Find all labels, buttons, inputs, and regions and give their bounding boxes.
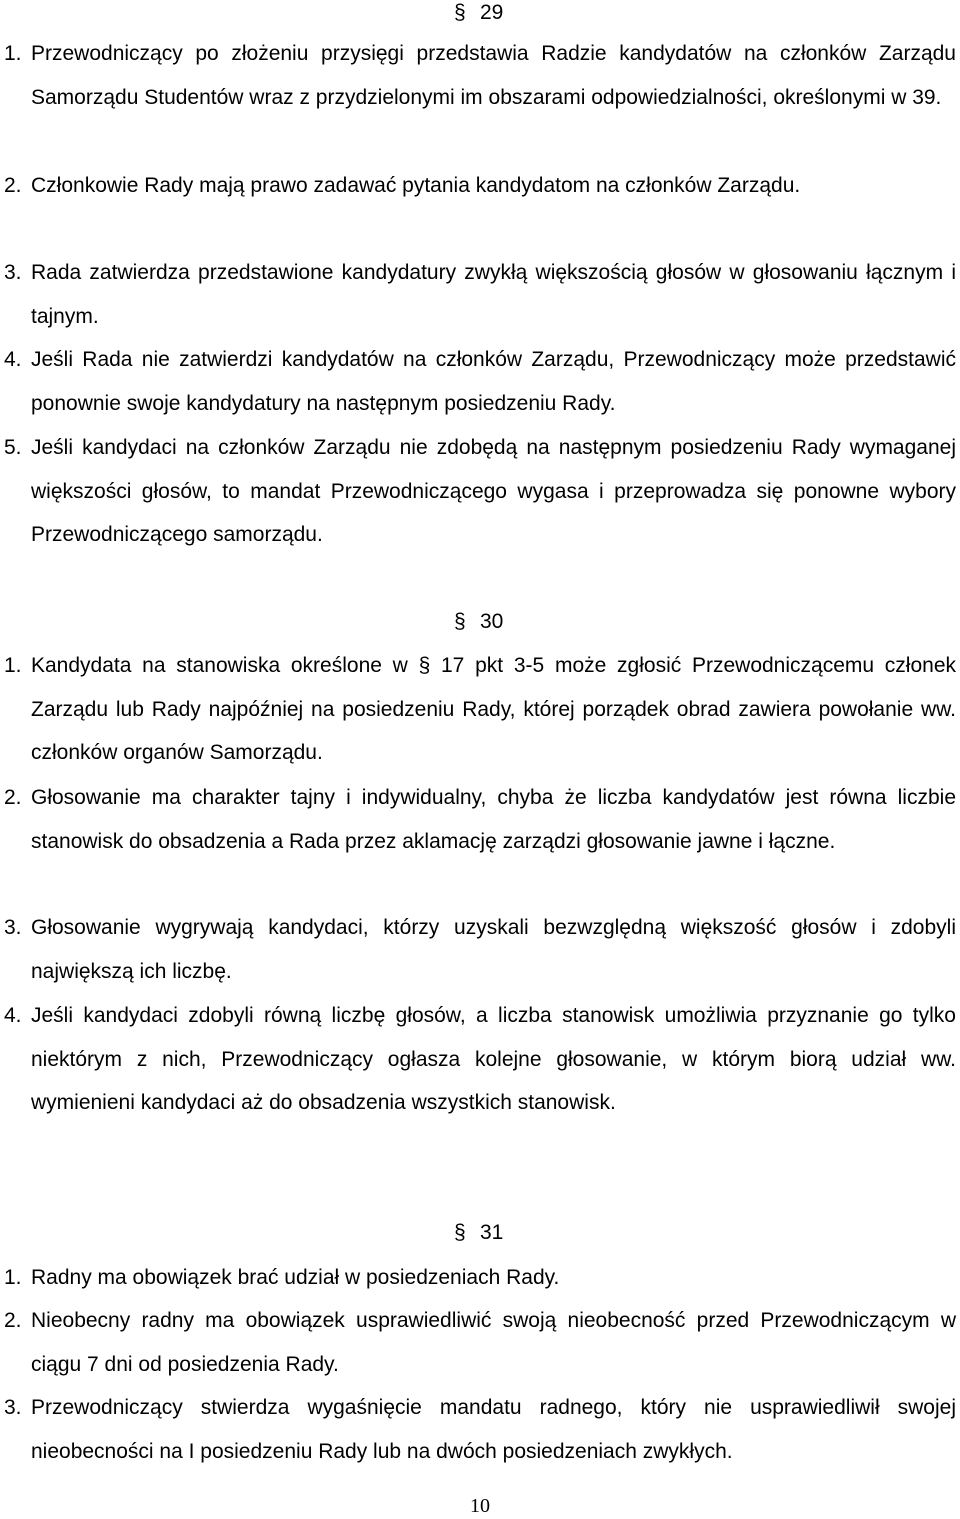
item-number: 3. xyxy=(4,261,22,284)
list-item xyxy=(4,776,956,863)
page-number: 10 xyxy=(470,1495,490,1517)
item-number: 3. xyxy=(4,1396,22,1419)
item-text: Przewodniczący po złożeniu przysięgi przedstawia Radzie kandydatów na członków Zarządu Samorządu Studentów wraz z przydzielonymi im obszarami odpowiedzialności, określonymi w 39. xyxy=(31,42,956,109)
item-text: Kandydata na stanowiska określone w § 17 pkt 3-5 może zgłosić Przewodniczącemu członek Zarządu lub Rady najpóźniej na posiedzeniu Rady, której porządek obrad zawiera powołanie ww. członków organów Samorządu. xyxy=(31,654,956,765)
list-item xyxy=(4,426,956,557)
item-text: Radny ma obowiązek brać udział w posiedzeniach Rady. xyxy=(31,1266,560,1289)
section-heading xyxy=(454,0,503,28)
item-number: 1. xyxy=(4,42,22,65)
list-item xyxy=(4,32,956,119)
item-text: Jeśli kandydaci zdobyli równą liczbę głosów, a liczba stanowisk umożliwia przyznanie go tylko niektórym z nich, Przewodniczący ogłasza kolejne głosowanie, w którym biorą udział ww. wymienieni kandydaci aż do obsadzenia wszystkich stanowisk. xyxy=(31,1004,956,1115)
item-number: 1. xyxy=(4,654,22,677)
item-number: 5. xyxy=(4,436,22,459)
item-number: 2. xyxy=(4,174,22,197)
item-text: Nieobecny radny ma obowiązek usprawiedliwić swoją nieobecność przed Przewodniczącym w ciągu 7 dni od posiedzenia Rady. xyxy=(31,1309,956,1376)
item-text: Rada zatwierdza przedstawione kandydatury zwykłą większością głosów w głosowaniu łącznym i tajnym. xyxy=(31,261,956,328)
item-number: 2. xyxy=(4,1309,22,1332)
section-number: 30 xyxy=(480,610,504,633)
item-text: Przewodniczący stwierdza wygaśnięcie mandatu radnego, który nie usprawiedliwił swojej nieobecności na I posiedzeniu Rady lub na dwóch posiedzeniach zwykłych. xyxy=(31,1396,956,1463)
section-heading xyxy=(454,607,503,637)
section-heading xyxy=(454,1218,503,1248)
item-text: Jeśli kandydaci na członków Zarządu nie zdobędą na następnym posiedzeniu Rady wymaganej większości głosów, to mandat Przewodniczącego wygasa i przeprowadza się ponowne wybory Przewodniczącego samorządu. xyxy=(31,436,956,547)
section-number: 31 xyxy=(480,1221,504,1244)
list-item xyxy=(4,1299,956,1386)
list-item xyxy=(4,251,956,338)
list-item xyxy=(4,164,956,208)
list-item xyxy=(4,906,956,993)
item-number: 4. xyxy=(4,1004,22,1027)
list-item xyxy=(4,1386,956,1473)
item-number: 2. xyxy=(4,786,22,809)
item-text: Jeśli Rada nie zatwierdzi kandydatów na członków Zarządu, Przewodniczący może przedstawić ponownie swoje kandydatury na następnym posiedzeniu Rady. xyxy=(31,348,956,415)
item-text: Głosowanie wygrywają kandydaci, którzy uzyskali bezwzględną większość głosów i zdobyli największą ich liczbę. xyxy=(31,916,956,983)
list-item xyxy=(4,994,956,1125)
list-item xyxy=(4,1256,956,1300)
list-item xyxy=(4,644,956,775)
section-symbol: § xyxy=(454,1,466,24)
item-text: Głosowanie ma charakter tajny i indywidualny, chyba że liczba kandydatów jest równa liczbie stanowisk do obsadzenia a Rada przez aklamację zarządzi głosowanie jawne i łączne. xyxy=(31,786,956,853)
item-number: 3. xyxy=(4,916,22,939)
item-number: 1. xyxy=(4,1266,22,1289)
section-symbol: § xyxy=(454,1221,466,1244)
item-text: Członkowie Rady mają prawo zadawać pytania kandydatom na członków Zarządu. xyxy=(31,174,801,197)
section-symbol: § xyxy=(454,610,466,633)
list-item xyxy=(4,338,956,425)
item-number: 4. xyxy=(4,348,22,371)
section-number: 29 xyxy=(480,1,504,24)
